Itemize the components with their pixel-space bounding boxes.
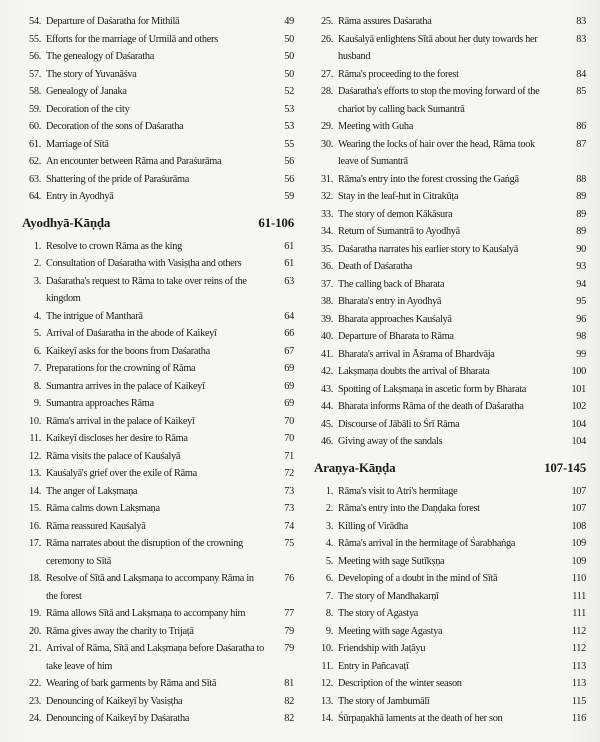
entry-page-number: 99 xyxy=(576,348,586,360)
entry-page-number: 67 xyxy=(284,345,294,357)
entry-page-number: 87 xyxy=(576,138,586,150)
entry-title: Decoration of the sons of Daśaratha xyxy=(46,121,184,132)
entry-page-number: 59 xyxy=(284,191,294,202)
entry-number: 19. xyxy=(29,608,41,619)
toc-entry xyxy=(22,31,294,49)
toc-entry xyxy=(314,206,586,224)
entry-page-number: 50 xyxy=(284,68,294,80)
toc-entry xyxy=(22,360,294,378)
entry-number: 3. xyxy=(33,275,41,287)
entry-title: Preparations for the crowning of Rāma xyxy=(46,363,196,374)
entry-title: Rāma gives away the charity to Trijaṭā xyxy=(46,625,194,637)
entry-title: Giving away of the sandals xyxy=(338,436,443,447)
entry-number: 13. xyxy=(29,468,41,479)
entry-title: An encounter between Rāma and Paraśurāma xyxy=(46,156,222,167)
toc-entry xyxy=(22,153,294,171)
entry-page-number: 85 xyxy=(576,86,586,97)
entry-number: 64. xyxy=(29,191,41,202)
entry-page-number: 95 xyxy=(576,296,586,307)
entry-title: Departure of Daśaratha for Mithilā xyxy=(46,16,180,27)
entry-page-number: 81 xyxy=(284,678,294,689)
entry-title: Bharata approaches Kauśalyā xyxy=(338,313,452,325)
entry-title: The calling back of Bharata xyxy=(338,278,445,290)
entry-number: 1. xyxy=(33,240,41,252)
entry-page-number: 110 xyxy=(571,573,586,584)
entry-number: 1. xyxy=(325,485,333,497)
toc-entry xyxy=(314,675,586,693)
entry-page-number: 113 xyxy=(571,678,586,689)
entry-title: Decoration of the city xyxy=(46,103,130,115)
entry-title: The story of Agastya xyxy=(338,608,419,619)
toc-entry xyxy=(314,381,586,399)
entry-number: 31. xyxy=(321,173,333,185)
entry-page-number: 107 xyxy=(571,503,586,514)
entry-page-number: 98 xyxy=(576,331,586,342)
entry-page-number: 49 xyxy=(284,16,294,27)
entry-title: Sumantra arrives in the palace of Kaikeyī xyxy=(46,380,205,392)
entry-page-number: 82 xyxy=(284,695,294,707)
toc-entry xyxy=(314,328,586,346)
entry-number: 4. xyxy=(33,310,41,322)
entry-page-number: 61 xyxy=(284,258,294,269)
toc-entry xyxy=(22,570,294,605)
entry-number: 2. xyxy=(33,258,41,269)
entry-title: Kaikeyī asks for the boons from Daśaratha xyxy=(46,345,210,357)
entry-title: Discourse of Jābāli to Śrī Rāma xyxy=(338,418,460,430)
entry-number: 40. xyxy=(321,331,333,342)
entry-title: Sumantra approaches Rāma xyxy=(46,398,154,409)
entry-title: Wearing of bark garments by Rāma and Sītā xyxy=(46,678,217,689)
entry-page-number: 109 xyxy=(571,555,586,567)
toc-left-column xyxy=(22,13,294,734)
entry-title: Resolve to crown Rāma as the king xyxy=(46,240,182,252)
toc-entry xyxy=(22,136,294,154)
entry-title: Entry in Pañcavaṭī xyxy=(338,660,409,672)
entry-title: Bharata's entry in Ayodhyā xyxy=(338,296,442,307)
entry-title: The story of Jambumālī xyxy=(338,695,430,707)
toc-entry xyxy=(314,188,586,206)
entry-title: Rāma's entry into the forest crossing the Gaṅgā xyxy=(338,173,519,185)
entry-title: Death of Daśaratha xyxy=(338,261,413,272)
entry-page-number: 61 xyxy=(284,240,294,252)
toc-entry xyxy=(314,83,586,118)
entry-number: 55. xyxy=(29,33,41,45)
toc-entry xyxy=(22,518,294,536)
entry-number: 3. xyxy=(325,520,333,532)
toc-entry xyxy=(22,238,294,256)
toc-entry xyxy=(314,398,586,416)
entry-title: Rāma's arrival in the palace of Kaikeyī xyxy=(46,415,195,427)
entry-title: Marriage of Sītā xyxy=(46,138,109,150)
section-page-range: 107-145 xyxy=(544,459,586,475)
toc-entry xyxy=(22,325,294,343)
entry-page-number: 116 xyxy=(571,713,586,724)
entry-title: The anger of Lakṣmaṇa xyxy=(46,485,138,497)
section-title: Ayodhyā-Kāṇḍa xyxy=(22,214,111,230)
entry-page-number: 109 xyxy=(571,538,586,549)
entry-title: Rāma allows Sītā and Lakṣmaṇa to accompany him xyxy=(46,608,246,619)
toc-entry xyxy=(314,535,586,553)
entry-page-number: 77 xyxy=(284,608,294,619)
entry-title: Friendship with Jaṭāyu xyxy=(338,643,426,654)
section-heading xyxy=(22,214,294,232)
entry-page-number: 108 xyxy=(571,520,586,532)
toc-entry xyxy=(22,500,294,518)
entry-title: The intrigue of Mantharā xyxy=(46,310,143,322)
entry-title: Departure of Bharata to Rāma xyxy=(338,331,454,342)
entry-page-number: 74 xyxy=(284,520,294,532)
entry-title: Description of the winter season xyxy=(338,678,462,689)
entry-title: Resolve of Sītā and Lakṣmaṇa to accompany Rāma in the forest xyxy=(46,573,254,602)
section-page-range: 61-106 xyxy=(258,214,294,230)
toc-entry xyxy=(314,416,586,434)
entry-page-number: 76 xyxy=(284,573,294,584)
entry-number: 7. xyxy=(325,590,333,602)
toc-entry xyxy=(22,675,294,693)
entry-title: Stay in the leaf-hut in Citrakūṭa xyxy=(338,191,459,202)
entry-page-number: 112 xyxy=(571,625,586,637)
entry-number: 11. xyxy=(29,433,41,444)
entry-page-number: 50 xyxy=(284,33,294,45)
entry-page-number: 66 xyxy=(284,328,294,339)
entry-number: 11. xyxy=(321,660,333,672)
entry-page-number: 96 xyxy=(576,313,586,325)
entry-page-number: 89 xyxy=(576,191,586,202)
toc-entry xyxy=(314,693,586,711)
entry-page-number: 70 xyxy=(284,433,294,444)
entry-title: Rāma assures Daśaratha xyxy=(338,16,432,27)
toc-entry xyxy=(314,136,586,171)
entry-title: Denouncing of Kaikeyī by Vasiṣṭha xyxy=(46,695,183,707)
entry-page-number: 71 xyxy=(284,450,294,462)
entry-number: 63. xyxy=(29,173,41,185)
toc-entry xyxy=(22,605,294,623)
entry-number: 26. xyxy=(321,33,333,45)
entry-title: Rāma reassured Kauśalyā xyxy=(46,520,146,532)
entry-number: 10. xyxy=(321,643,333,654)
toc-entry xyxy=(314,433,586,451)
entry-page-number: 53 xyxy=(284,103,294,115)
entry-page-number: 70 xyxy=(284,415,294,427)
entry-page-number: 83 xyxy=(576,33,586,45)
entry-number: 35. xyxy=(321,243,333,255)
entry-number: 30. xyxy=(321,138,333,150)
toc-entry xyxy=(22,413,294,431)
entry-title: Kaikeyī discloses her desire to Rāma xyxy=(46,433,188,444)
entry-title: Kauśalyā enlightens Sītā about her duty towards her husband xyxy=(338,33,538,62)
entry-number: 14. xyxy=(321,713,333,724)
entry-title: Rāma's visit to Atri's hermitage xyxy=(338,485,458,497)
entry-page-number: 63 xyxy=(284,275,294,287)
entry-title: Arrival of Daśaratha in the abode of Kaikeyī xyxy=(46,328,217,339)
entry-page-number: 69 xyxy=(284,363,294,374)
entry-page-number: 102 xyxy=(571,401,586,412)
toc-entry xyxy=(22,66,294,84)
toc-entry xyxy=(314,346,586,364)
entry-number: 62. xyxy=(29,156,41,167)
entry-title: Entry in Ayodhyā xyxy=(46,191,114,202)
toc-entry xyxy=(22,188,294,206)
entry-number: 2. xyxy=(325,503,333,514)
toc-entry xyxy=(314,223,586,241)
entry-title: The story of Mandhakarṇī xyxy=(338,590,439,602)
toc-right-column xyxy=(314,13,586,734)
toc-entry xyxy=(22,693,294,711)
toc-entry xyxy=(314,276,586,294)
entry-title: Wearing the locks of hair over the head, Rāma took leave of Sumantrā xyxy=(338,138,535,167)
entry-number: 56. xyxy=(29,51,41,62)
entry-page-number: 100 xyxy=(571,366,586,377)
toc-entry xyxy=(314,13,586,31)
entry-title: Rāma's entry into the Daṇḍaka forest xyxy=(338,503,480,514)
toc-entry xyxy=(314,31,586,66)
toc-entry xyxy=(22,430,294,448)
toc-entry xyxy=(22,83,294,101)
entry-number: 60. xyxy=(29,121,41,132)
entry-number: 25. xyxy=(321,16,333,27)
toc-entry xyxy=(22,255,294,273)
section-title: Araṇya-Kāṇḍa xyxy=(314,459,396,475)
entry-number: 14. xyxy=(29,485,41,497)
entry-title: Lakṣmaṇa doubts the arrival of Bharata xyxy=(338,366,490,377)
entry-page-number: 73 xyxy=(284,503,294,514)
entry-title: Daśaratha's efforts to stop the moving forward of the chariot by calling back Sumantrā xyxy=(338,86,540,115)
entry-title: Bharata informs Rāma of the death of Daśaratha xyxy=(338,401,524,412)
entry-title: Rāma calms down Lakṣmaṇa xyxy=(46,503,160,514)
entry-number: 45. xyxy=(321,418,333,430)
toc-entry xyxy=(22,623,294,641)
entry-number: 29. xyxy=(321,121,333,132)
entry-page-number: 94 xyxy=(576,278,586,290)
toc-entry xyxy=(314,710,586,728)
entry-page-number: 83 xyxy=(576,16,586,27)
entry-number: 17. xyxy=(29,538,41,549)
toc-entry xyxy=(314,293,586,311)
toc-entry xyxy=(314,483,586,501)
entry-title: Spotting of Lakṣmaṇa in ascetic form by Bharata xyxy=(338,383,527,395)
entry-page-number: 69 xyxy=(284,380,294,392)
entry-page-number: 75 xyxy=(284,538,294,549)
entry-title: Genealogy of Janaka xyxy=(46,86,127,97)
entry-number: 8. xyxy=(33,380,41,392)
entry-title: Arrival of Rāma, Sītā and Lakṣmaṇa before Daśaratha to take leave of him xyxy=(46,643,264,672)
entry-title: Daśaratha's request to Rāma to take over reins of the kingdom xyxy=(46,275,247,304)
toc-entry xyxy=(314,605,586,623)
toc-entry xyxy=(314,570,586,588)
toc-entry xyxy=(314,241,586,259)
entry-number: 42. xyxy=(321,366,333,377)
entry-title: Killing of Virādha xyxy=(338,520,408,532)
entry-number: 22. xyxy=(29,678,41,689)
entry-number: 59. xyxy=(29,103,41,115)
entry-page-number: 104 xyxy=(571,418,586,430)
entry-page-number: 52 xyxy=(284,86,294,97)
toc-entry xyxy=(314,623,586,641)
entry-number: 20. xyxy=(29,625,41,637)
entry-number: 21. xyxy=(29,643,41,654)
entry-title: Consultation of Daśaratha with Vasiṣṭha and others xyxy=(46,258,242,269)
toc-entry xyxy=(22,465,294,483)
entry-title: Meeting with Guha xyxy=(338,121,413,132)
toc-entry xyxy=(314,66,586,84)
entry-number: 46. xyxy=(321,436,333,447)
entry-number: 37. xyxy=(321,278,333,290)
toc-entry xyxy=(314,363,586,381)
entry-number: 6. xyxy=(325,573,333,584)
entry-page-number: 73 xyxy=(284,485,294,497)
entry-number: 44. xyxy=(321,401,333,412)
entry-number: 34. xyxy=(321,226,333,237)
toc-entry xyxy=(22,118,294,136)
entry-number: 4. xyxy=(325,538,333,549)
entry-page-number: 56 xyxy=(284,156,294,167)
entry-title: Rāma visits the palace of Kauśalyā xyxy=(46,450,181,462)
entry-page-number: 107 xyxy=(571,485,586,497)
entry-number: 33. xyxy=(321,208,333,220)
toc-entry xyxy=(314,553,586,571)
entry-number: 61. xyxy=(29,138,41,150)
entry-number: 5. xyxy=(33,328,41,339)
entry-page-number: 113 xyxy=(571,660,586,672)
toc-entry xyxy=(314,658,586,676)
toc-entry xyxy=(22,483,294,501)
entry-number: 57. xyxy=(29,68,41,80)
toc-entry xyxy=(314,311,586,329)
entry-number: 41. xyxy=(321,348,333,360)
entry-page-number: 104 xyxy=(571,436,586,447)
toc-entry xyxy=(22,378,294,396)
toc-entry xyxy=(314,588,586,606)
entry-number: 39. xyxy=(321,313,333,325)
toc-entry xyxy=(22,308,294,326)
entry-title: Rāma's proceeding to the forest xyxy=(338,68,459,80)
entry-page-number: 88 xyxy=(576,173,586,185)
entry-page-number: 90 xyxy=(576,243,586,255)
toc-entry xyxy=(22,710,294,728)
toc-entry xyxy=(22,343,294,361)
toc-entry xyxy=(22,640,294,675)
entry-number: 32. xyxy=(321,191,333,202)
entry-page-number: 55 xyxy=(284,138,294,150)
entry-number: 12. xyxy=(29,450,41,462)
toc-entry xyxy=(22,101,294,119)
toc-entry xyxy=(22,395,294,413)
entry-page-number: 72 xyxy=(284,468,294,479)
entry-page-number: 56 xyxy=(284,173,294,185)
entry-page-number: 86 xyxy=(576,121,586,132)
entry-page-number: 79 xyxy=(284,643,294,654)
entry-page-number: 89 xyxy=(576,208,586,220)
entry-title: Developing of a doubt in the mind of Sītā xyxy=(338,573,498,584)
entry-title: Meeting with sage Agastya xyxy=(338,625,443,637)
entry-title: Meeting with sage Sutīkṣṇa xyxy=(338,555,445,567)
entry-page-number: 69 xyxy=(284,398,294,409)
entry-number: 18. xyxy=(29,573,41,584)
entry-number: 27. xyxy=(321,68,333,80)
section-heading xyxy=(314,459,586,477)
entry-title: The story of demon Kākāsura xyxy=(338,208,453,220)
toc-entry xyxy=(22,273,294,308)
entry-page-number: 50 xyxy=(284,51,294,62)
entry-title: Daśaratha narrates his earlier story to Kauśalyā xyxy=(338,243,519,255)
entry-title: Kauśalyā's grief over the exile of Rāma xyxy=(46,468,197,479)
toc-entry xyxy=(314,171,586,189)
entry-number: 5. xyxy=(325,555,333,567)
entry-number: 28. xyxy=(321,86,333,97)
entry-page-number: 115 xyxy=(571,695,586,707)
entry-page-number: 112 xyxy=(571,643,586,654)
toc-entry xyxy=(314,258,586,276)
entry-number: 12. xyxy=(321,678,333,689)
entry-page-number: 82 xyxy=(284,713,294,724)
entry-number: 13. xyxy=(321,695,333,707)
entry-number: 9. xyxy=(325,625,333,637)
entry-number: 58. xyxy=(29,86,41,97)
entry-number: 8. xyxy=(325,608,333,619)
toc-entry xyxy=(22,171,294,189)
entry-page-number: 84 xyxy=(576,68,586,80)
entry-title: Denouncing of Kaikeyī by Daśaratha xyxy=(46,713,190,724)
entry-number: 15. xyxy=(29,503,41,514)
entry-page-number: 101 xyxy=(571,383,586,395)
entry-number: 38. xyxy=(321,296,333,307)
entry-number: 23. xyxy=(29,695,41,707)
entry-title: Efforts for the marriage of Urmilā and others xyxy=(46,33,218,45)
entry-number: 9. xyxy=(33,398,41,409)
entry-title: The story of Yuvanāśva xyxy=(46,68,137,80)
entry-title: Return of Sumantrā to Ayodhyā xyxy=(338,226,460,237)
entry-number: 36. xyxy=(321,261,333,272)
toc-entry xyxy=(314,640,586,658)
toc-entry xyxy=(314,500,586,518)
entry-title: Shattering of the pride of Paraśurāma xyxy=(46,173,190,185)
entry-number: 7. xyxy=(33,363,41,374)
toc-entry xyxy=(22,48,294,66)
toc-entry xyxy=(22,535,294,570)
entry-page-number: 93 xyxy=(576,261,586,272)
toc-entry xyxy=(314,518,586,536)
toc-entry xyxy=(22,448,294,466)
entry-number: 16. xyxy=(29,520,41,532)
entry-title: Bharata's arrival in Āśrama of Bhardvāja xyxy=(338,348,495,360)
entry-page-number: 64 xyxy=(284,310,294,322)
entry-page-number: 111 xyxy=(572,608,586,619)
entry-page-number: 111 xyxy=(572,590,586,602)
entry-number: 54. xyxy=(29,16,41,27)
entry-number: 43. xyxy=(321,383,333,395)
toc-entry xyxy=(22,13,294,31)
entry-page-number: 53 xyxy=(284,121,294,132)
toc-entry xyxy=(314,118,586,136)
entry-number: 6. xyxy=(33,345,41,357)
entry-number: 24. xyxy=(29,713,41,724)
entry-page-number: 89 xyxy=(576,226,586,237)
entry-title: The genealogy of Daśaratha xyxy=(46,51,154,62)
entry-title: Rāma narrates about the disruption of the crowning ceremony to Sītā xyxy=(46,538,243,567)
entry-page-number: 79 xyxy=(284,625,294,637)
entry-title: Rāma's arrival in the hermitage of Śarabhaṅga xyxy=(338,538,516,549)
entry-number: 10. xyxy=(29,415,41,427)
entry-title: Śūrpaṇakhā laments at the death of her son xyxy=(338,713,503,724)
